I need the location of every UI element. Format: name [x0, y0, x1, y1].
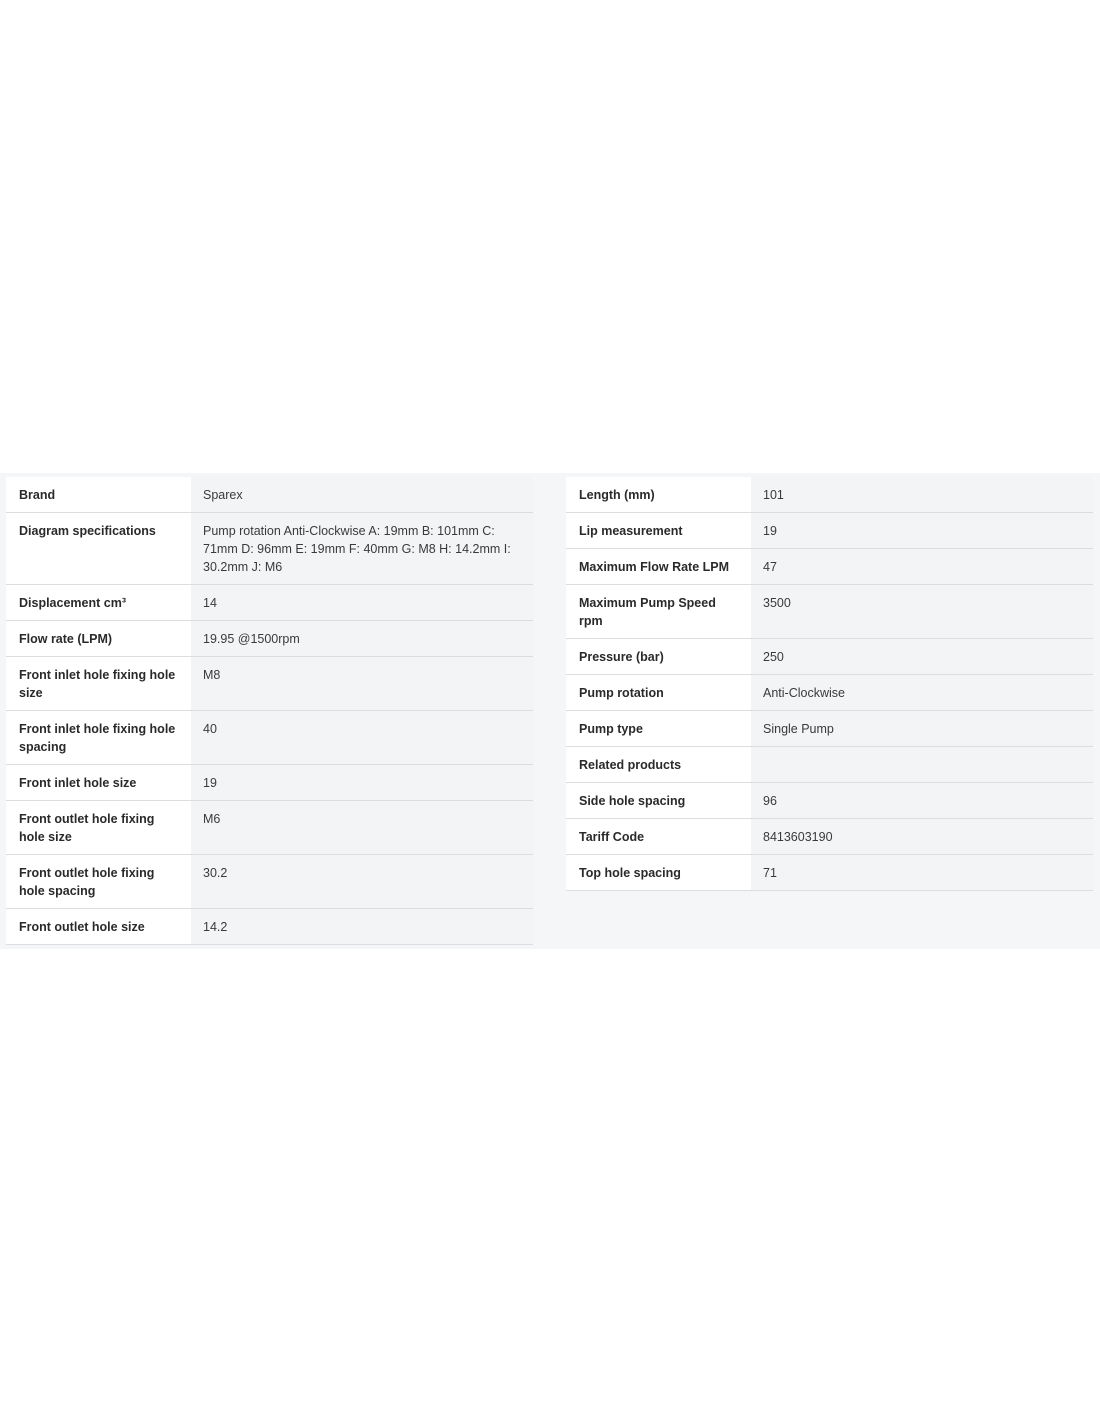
spec-value: 14.2	[191, 909, 533, 944]
spec-value: 250	[751, 639, 1093, 674]
spec-value: Sparex	[191, 477, 533, 512]
spec-label: Brand	[6, 477, 191, 512]
spec-row-front-inlet-fixing-hole-size	[6, 657, 533, 711]
spec-label: Front inlet hole fixing hole spacing	[6, 711, 191, 764]
spec-value: M8	[191, 657, 533, 710]
spec-value: M6	[191, 801, 533, 854]
spec-row-related-products	[566, 747, 1093, 783]
spec-label: Pressure (bar)	[566, 639, 751, 674]
spec-value: 14	[191, 585, 533, 620]
spec-label: Length (mm)	[566, 477, 751, 512]
spec-label: Front outlet hole fixing hole size	[6, 801, 191, 854]
spec-row-length	[566, 477, 1093, 513]
spec-row-maximum-flow-rate	[566, 549, 1093, 585]
spec-label: Tariff Code	[566, 819, 751, 854]
spec-row-diagram-specifications	[6, 513, 533, 585]
specifications-left-column	[6, 477, 533, 949]
spec-row-displacement	[6, 585, 533, 621]
spec-value: 19.95 @1500rpm	[191, 621, 533, 656]
spec-label: Maximum Flow Rate LPM	[566, 549, 751, 584]
spec-row-pump-type	[566, 711, 1093, 747]
spec-label: Diagram specifications	[6, 513, 191, 584]
spec-row-front-outlet-fixing-hole-size	[6, 801, 533, 855]
spec-label: Front outlet hole size	[6, 909, 191, 944]
spec-value: Pump rotation Anti-Clockwise A: 19mm B: 101mm C: 71mm D: 96mm E: 19mm F: 40mm G: M8 H: 14.2mm I: 30.2mm J: M6	[191, 513, 533, 584]
spec-label: Pump rotation	[566, 675, 751, 710]
spec-value: 101	[751, 477, 1093, 512]
spec-value: 19	[191, 765, 533, 800]
spec-label: Top hole spacing	[566, 855, 751, 890]
spec-value: 40	[191, 711, 533, 764]
spec-label: Front inlet hole fixing hole size	[6, 657, 191, 710]
spec-label: Front outlet hole fixing hole spacing	[6, 855, 191, 908]
spec-row-front-inlet-fixing-hole-spacing	[6, 711, 533, 765]
spec-row-front-outlet-hole-size	[6, 909, 533, 945]
spec-row-front-outlet-fixing-hole-spacing	[6, 855, 533, 909]
spec-value: Single Pump	[751, 711, 1093, 746]
spec-value: 47	[751, 549, 1093, 584]
spec-value: Anti-Clockwise	[751, 675, 1093, 710]
specifications-right-column	[566, 477, 1093, 949]
spec-row-pressure	[566, 639, 1093, 675]
spec-row-front-inlet-hole-size	[6, 765, 533, 801]
spec-value: 96	[751, 783, 1093, 818]
spec-label: Maximum Pump Speed rpm	[566, 585, 751, 638]
spec-label: Side hole spacing	[566, 783, 751, 818]
spec-value: 71	[751, 855, 1093, 890]
spec-label: Flow rate (LPM)	[6, 621, 191, 656]
spec-label: Displacement cm³	[6, 585, 191, 620]
spec-value	[751, 747, 1093, 782]
spec-value: 8413603190	[751, 819, 1093, 854]
spec-label: Lip measurement	[566, 513, 751, 548]
spec-value: 30.2	[191, 855, 533, 908]
spec-value: 19	[751, 513, 1093, 548]
spec-value: 3500	[751, 585, 1093, 638]
spec-label: Front inlet hole size	[6, 765, 191, 800]
spec-label: Pump type	[566, 711, 751, 746]
spec-label: Related products	[566, 747, 751, 782]
spec-row-brand	[6, 477, 533, 513]
specifications-panel	[0, 473, 1100, 949]
spec-row-pump-rotation	[566, 675, 1093, 711]
spec-row-lip-measurement	[566, 513, 1093, 549]
spec-row-tariff-code	[566, 819, 1093, 855]
spec-row-top-hole-spacing	[566, 855, 1093, 891]
spec-row-maximum-pump-speed	[566, 585, 1093, 639]
spec-row-side-hole-spacing	[566, 783, 1093, 819]
spec-row-flow-rate	[6, 621, 533, 657]
